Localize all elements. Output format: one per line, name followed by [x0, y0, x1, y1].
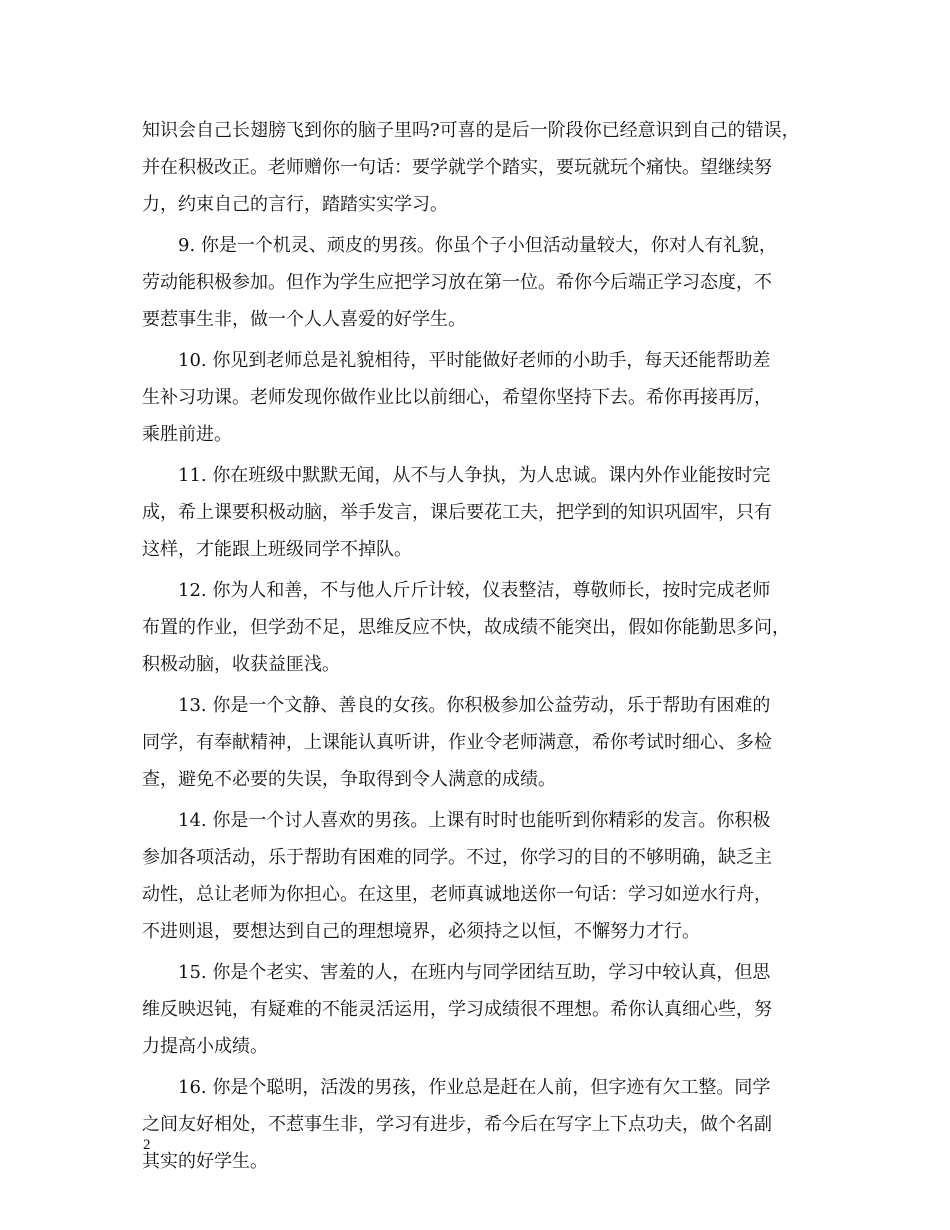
- text-line: 14. 你是一个讨人喜欢的男孩。上课有时时也能听到你精彩的发言。你积极: [178, 810, 771, 831]
- document-body: [142, 112, 812, 1180]
- paragraph-item-9: [142, 227, 812, 338]
- paragraph-item-16: [142, 1069, 812, 1180]
- paragraph-item-15: [142, 954, 812, 1065]
- text-line: 之间友好相处，不惹事生非，学习有进步，希今后在写字上下点功夫，做个名副: [142, 1114, 772, 1135]
- text-line: 成，希上课要积极动脑，举手发言，课后要花工夫，把学到的知识巩固牢，只有: [142, 502, 772, 523]
- text-line: 查，避免不必要的失误，争取得到令人满意的成绩。: [142, 769, 556, 790]
- text-line: 动性，总让老师为你担心。在这里，老师真诚地送你一句话：学习如逆水行舟，: [142, 884, 772, 905]
- text-line: 同学，有奉献精神，上课能认真听讲，作业令老师满意，希你考试时细心、多检: [142, 732, 772, 753]
- text-line: 并在积极改正。老师赠你一句话：要学就学个踏实，要玩就玩个痛快。望继续努: [142, 157, 772, 178]
- paragraph-item-12: [142, 572, 812, 683]
- page-number: 2: [143, 1137, 151, 1153]
- text-line: 要惹事生非，做一个人人喜爱的好学生。: [142, 309, 466, 330]
- text-line: 不进则退，要想达到自己的理想境界，必须持之以恒，不懈努力才行。: [142, 921, 700, 942]
- text-line: 参加各项活动，乐于帮助有困难的同学。不过，你学习的目的不够明确，缺乏主: [142, 847, 772, 868]
- text-line: 12. 你为人和善，不与他人斤斤计较，仪表整洁，尊敬师长，按时完成老师: [178, 580, 771, 601]
- text-line: 9. 你是一个机灵、顽皮的男孩。你虽个子小但活动量较大，你对人有礼貌，: [178, 235, 777, 256]
- text-line: 知识会自己长翅膀飞到你的脑子里吗?可喜的是后一阶段你已经意识到自己的错误，: [142, 120, 800, 141]
- text-line: 生补习功课。老师发现你做作业比以前细心，希望你坚持下去。希你再接再厉，: [142, 387, 772, 408]
- text-line: 16. 你是个聪明，活泼的男孩，作业总是赶在人前，但字迹有欠工整。同学: [178, 1077, 771, 1098]
- text-line: 劳动能积极参加。但作为学生应把学习放在第一位。希你今后端正学习态度，不: [142, 272, 772, 293]
- text-line: 13. 你是一个文静、善良的女孩。你积极参加公益劳动，乐于帮助有困难的: [178, 695, 771, 716]
- text-line: 布置的作业，但学劲不足，思维反应不快，故成绩不能突出，假如你能勤思多问，: [142, 617, 790, 638]
- text-line: 15. 你是个老实、害羞的人，在班内与同学团结互助，学习中较认真，但思: [178, 962, 771, 983]
- text-line: 11. 你在班级中默默无闻，从不与人争执，为人忠诚。课内外作业能按时完: [178, 465, 771, 486]
- text-line: 积极动脑，收获益匪浅。: [142, 654, 340, 675]
- text-line: 乘胜前进。: [142, 424, 232, 445]
- paragraph-continuation: [142, 112, 812, 223]
- text-line: 力提高小成绩。: [142, 1036, 268, 1057]
- paragraph-item-13: [142, 687, 812, 798]
- paragraph-item-11: [142, 457, 812, 568]
- paragraph-item-10: [142, 342, 812, 453]
- text-line: 这样，才能跟上班级同学不掉队。: [142, 539, 412, 560]
- text-line: 10. 你见到老师总是礼貌相待，平时能做好老师的小助手，每天还能帮助差: [178, 350, 771, 371]
- text-line: 维反映迟钝，有疑难的不能灵活运用，学习成绩很不理想。希你认真细心些，努: [142, 999, 772, 1020]
- paragraph-item-14: [142, 802, 812, 950]
- text-line: 其实的好学生。: [142, 1151, 268, 1172]
- text-line: 力，约束自己的言行，踏踏实实学习。: [142, 194, 448, 215]
